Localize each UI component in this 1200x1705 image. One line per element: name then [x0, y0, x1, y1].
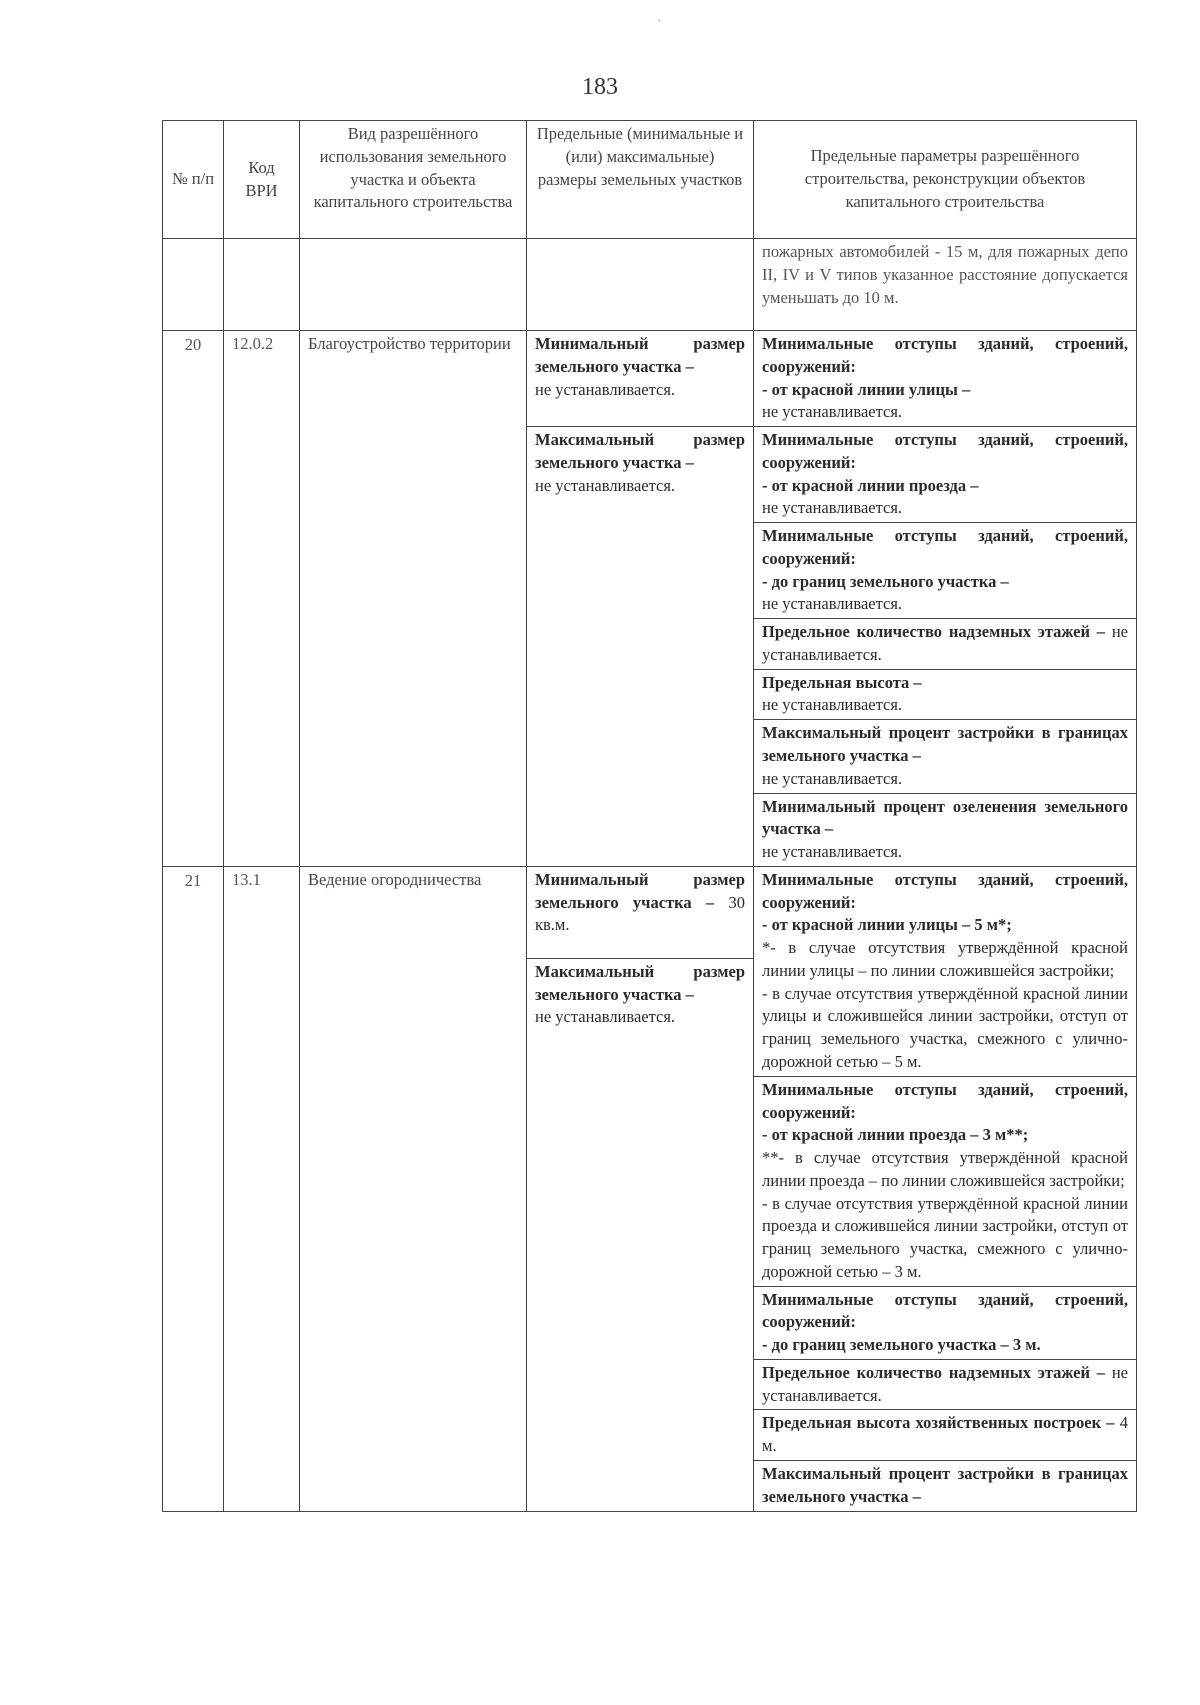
- vri-name: Ведение огородничества: [300, 866, 527, 1511]
- header-size: Предельные (минимальные и (или) максимальные) размеры земельных участков: [527, 121, 754, 239]
- param-floors: Предельное количество надземных этажей – не устанавливается.: [754, 1359, 1137, 1410]
- param-setback-street: Минимальные отступы зданий, строений, сооружений: - от красной линии улицы – не устанавливается.: [754, 331, 1137, 427]
- header-num: № п/п: [163, 121, 224, 239]
- table-row-20: [163, 331, 1137, 427]
- param-height: Предельная высота – не устанавливается.: [754, 669, 1137, 720]
- header-row: [163, 121, 1137, 239]
- regulations-table: [162, 120, 1137, 1512]
- row-number: 21: [163, 866, 224, 1511]
- table-row-21: [163, 866, 1137, 958]
- continuation-row: [163, 239, 1137, 331]
- header-vri: Вид разрешённого использования земельного участка и объекта капитального строительства: [300, 121, 527, 239]
- vri-code: 13.1: [224, 866, 300, 1511]
- max-size-cell: Максимальный размер земельного участка – не устанавливается.: [527, 958, 754, 1511]
- param-greening: Минимальный процент озеленения земельного участка – не устанавливается.: [754, 793, 1137, 866]
- param-setback-passage: Минимальные отступы зданий, строений, сооружений: - от красной линии проезда – не устанавливается.: [754, 427, 1137, 523]
- vri-name: Благоустройство территории: [300, 331, 527, 867]
- param-coverage: Максимальный процент застройки в границах земельного участка – не устанавливается.: [754, 720, 1137, 793]
- row-number: 20: [163, 331, 224, 867]
- param-coverage: Максимальный процент застройки в границах земельного участка –: [754, 1460, 1137, 1511]
- param-floors: Предельное количество надземных этажей – не устанавливается.: [754, 619, 1137, 670]
- min-size-cell: Минимальный размер земельного участка – 30 кв.м.: [527, 866, 754, 958]
- param-setback-boundary: Минимальные отступы зданий, строений, сооружений: - до границ земельного участка – 3 м.: [754, 1286, 1137, 1359]
- min-size-cell: Минимальный размер земельного участка – не устанавливается.: [527, 331, 754, 427]
- scan-mark: ': [658, 16, 661, 30]
- param-setback-passage: Минимальные отступы зданий, строений, сооружений: - от красной линии проезда – 3 м**; **- в случае отсутствия утверждённой красной линии проезда – по линии сложившейся застройки; - в случае отсутствия утверждённой красной линии проезда и сложившейся линии застройки, отступ от границ земельного участка, смежного с улично-дорожной сетью – 3 м.: [754, 1076, 1137, 1286]
- page-number: 183: [582, 74, 618, 100]
- param-setback-boundary: Минимальные отступы зданий, строений, сооружений: - до границ земельного участка – не устанавливается.: [754, 523, 1137, 619]
- max-size-cell: Максимальный размер земельного участка – не устанавливается.: [527, 427, 754, 867]
- param-height: Предельная высота хозяйственных построек – 4 м.: [754, 1410, 1137, 1461]
- vri-code: 12.0.2: [224, 331, 300, 867]
- continuation-text: пожарных автомобилей - 15 м, для пожарных депо II, IV и V типов указанное расстояние допускается уменьшать до 10 м.: [754, 239, 1137, 331]
- param-setback-street: Минимальные отступы зданий, строений, сооружений: - от красной линии улицы – 5 м*; *- в случае отсутствия утверждённой красной линии улицы – по линии сложившейся застройки; - в случае отсутствия утверждённой красной линии улицы и сложившейся линии застройки, отступ от границ земельного участка, смежного с улично-дорожной сетью – 5 м.: [754, 866, 1137, 1076]
- header-params: Предельные параметры разрешённого строительства, реконструкции объектов капитального строительства: [754, 121, 1137, 239]
- header-code: Код ВРИ: [224, 121, 300, 239]
